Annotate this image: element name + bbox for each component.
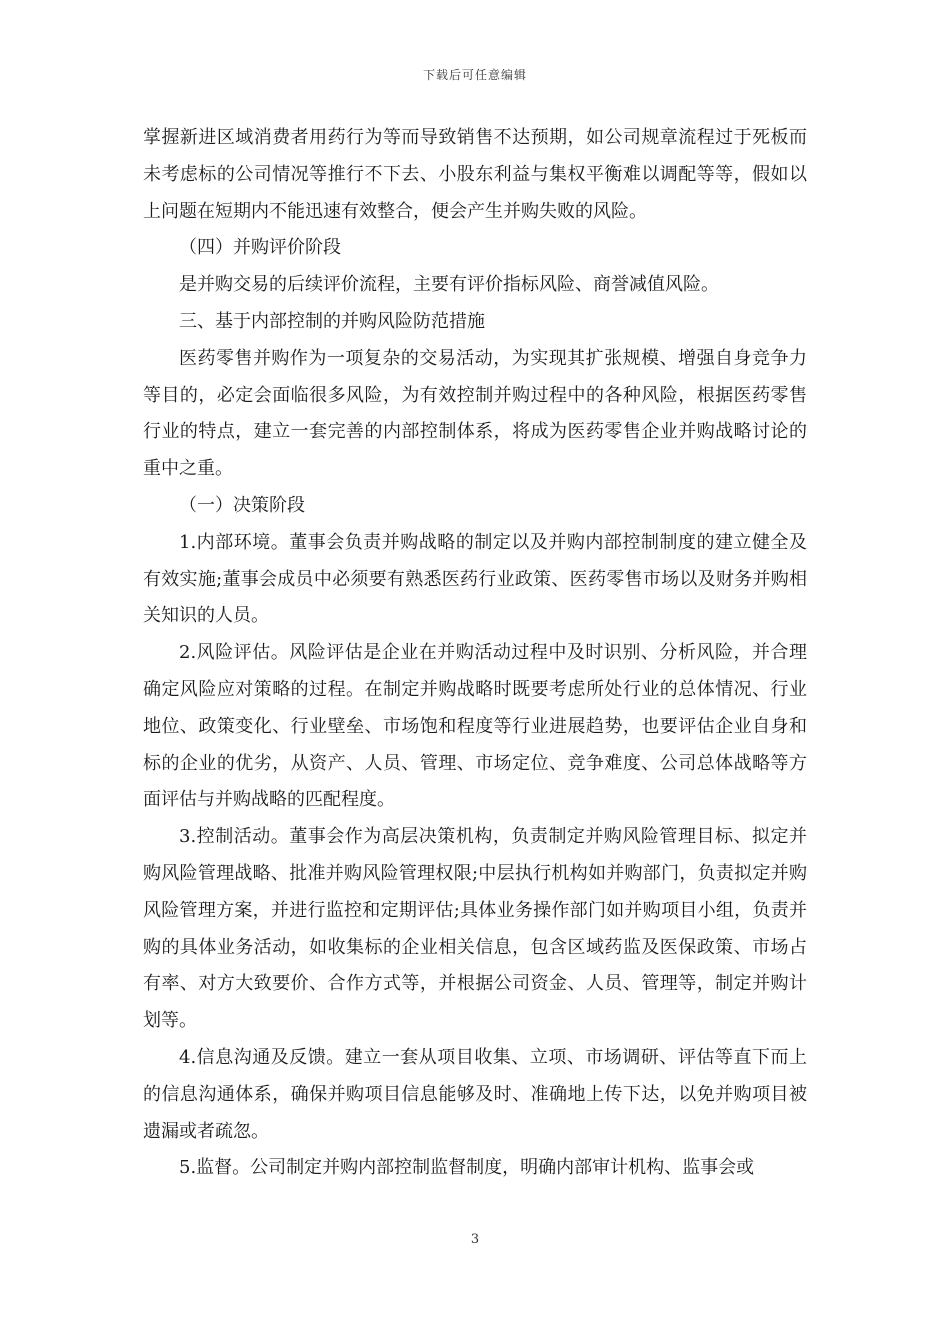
page-number: 3 — [470, 1232, 480, 1247]
page-header-note: 下载后可任意编辑 — [422, 68, 527, 82]
paragraph-evaluation-stage: 是并购交易的后续评价流程，主要有评价指标风险、商誉减值风险。 — [179, 274, 719, 296]
section-heading-decision-stage: （一）决策阶段 — [179, 494, 305, 516]
paragraph-risk-prevention-intro: 医药零售并购作为一项复杂的交易活动，为实现其扩张规模、增强自身竞争力等目的，必定会面临很多风险，为有效控制并购过程中的各种风险，根据医药零售行业的特点，建立一套完善的内部控制体系，将成为医药零售企业并购战略讨论的重中之重。 — [143, 347, 807, 480]
paragraph-internal-environment: 1.内部环境。董事会负责并购战略的制定以及并购内部控制制度的建立健全及有效实施;董事会成员中必须要有熟悉医药行业政策、医药零售市场以及财务并购相关知识的人员。 — [143, 531, 807, 627]
paragraph-supervision: 5.监督。公司制定并购内部控制监督制度，明确内部审计机构、监事会或 — [179, 1157, 755, 1179]
section-heading-risk-prevention: 三、基于内部控制的并购风险防范措施 — [179, 310, 485, 332]
paragraph-integration-risk: 掌握新进区域消费者用药行为等而导致销售不达预期，如公司规章流程过于死板而未考虑标的公司情况等推行不下去、小股东利益与集权平衡难以调配等等，假如以上问题在短期内不能迅速有效整合，便会产生并购失败的风险。 — [143, 127, 807, 222]
section-heading-evaluation-stage: （四）并购评价阶段 — [179, 237, 341, 259]
document-body — [143, 120, 807, 1187]
paragraph-risk-assessment: 2.风险评估。风险评估是企业在并购活动过程中及时识别、分析风险，并合理确定风险应对策略的过程。在制定并购战略时既要考虑所处行业的总体情况、行业地位、政策变化、行业壁垒、市场饱和程度等行业进展趋势，也要评估企业自身和标的企业的优劣，从资产、人员、管理、市场定位、竞争难度、公司总体战略等方面评估与并购战略的匹配程度。 — [143, 642, 807, 811]
paragraph-control-activities: 3.控制活动。董事会作为高层决策机构，负责制定并购风险管理目标、拟定并购风险管理战略、批准并购风险管理权限;中层执行机构如并购部门，负责拟定并购风险管理方案，并进行监控和定期评估;具体业务操作部门如并购项目小组，负责并购的具体业务活动，如收集标的企业相关信息，包含区域药监及医保政策、市场占有率、对方大致要价、合作方式等，并根据公司资金、人员、管理等，制定并购计划等。 — [143, 826, 807, 1032]
paragraph-information-communication: 4.信息沟通及反馈。建立一套从项目收集、立项、市场调研、评估等直下而上的信息沟通体系，确保并购项目信息能够及时、准确地上传下达，以免并购项目被遗漏或者疏忽。 — [143, 1046, 807, 1142]
